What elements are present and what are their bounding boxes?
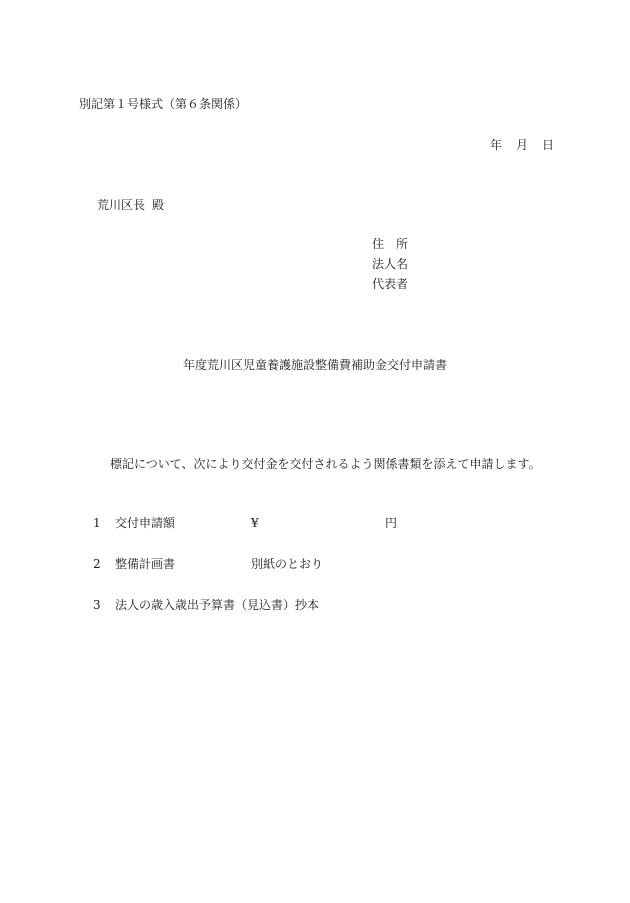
document-title — [0, 357, 630, 373]
applicant-block — [372, 236, 408, 296]
date-month: 月 — [516, 138, 529, 152]
date-day: 日 — [542, 138, 555, 152]
body-paragraph: 標記について、次により交付金を交付されるよう関係書類を添えて申請します。 — [110, 457, 541, 471]
item-number: 2 — [93, 557, 101, 571]
item-number: 3 — [93, 598, 101, 612]
document-title-text: 年度荒川区児童養護施設整備費補助金交付申請書 — [182, 358, 447, 372]
item-label: 法人の歳入歳出予算書（見込書）抄本 — [115, 598, 320, 612]
item-yen-mark: ¥ — [251, 516, 259, 530]
form-number-label: 別記第１号様式（第６条関係） — [79, 97, 248, 111]
addressee-name: 荒川区長 — [97, 198, 146, 212]
item-number: 1 — [93, 516, 101, 530]
date-year: 年 — [490, 138, 503, 152]
applicant-corp-name-label: 法人名 — [372, 257, 409, 271]
applicant-representative-label: 代表者 — [372, 277, 409, 291]
item-value: 別紙のとおり — [251, 557, 324, 571]
applicant-address-label: 住 所 — [372, 237, 409, 251]
addressee-honorific: 殿 — [152, 198, 165, 212]
item-label: 交付申請額 — [115, 516, 176, 530]
item-yen-unit: 円 — [385, 516, 398, 530]
addressee — [97, 197, 164, 213]
item-label: 整備計画書 — [115, 557, 176, 571]
date-line — [490, 137, 554, 153]
